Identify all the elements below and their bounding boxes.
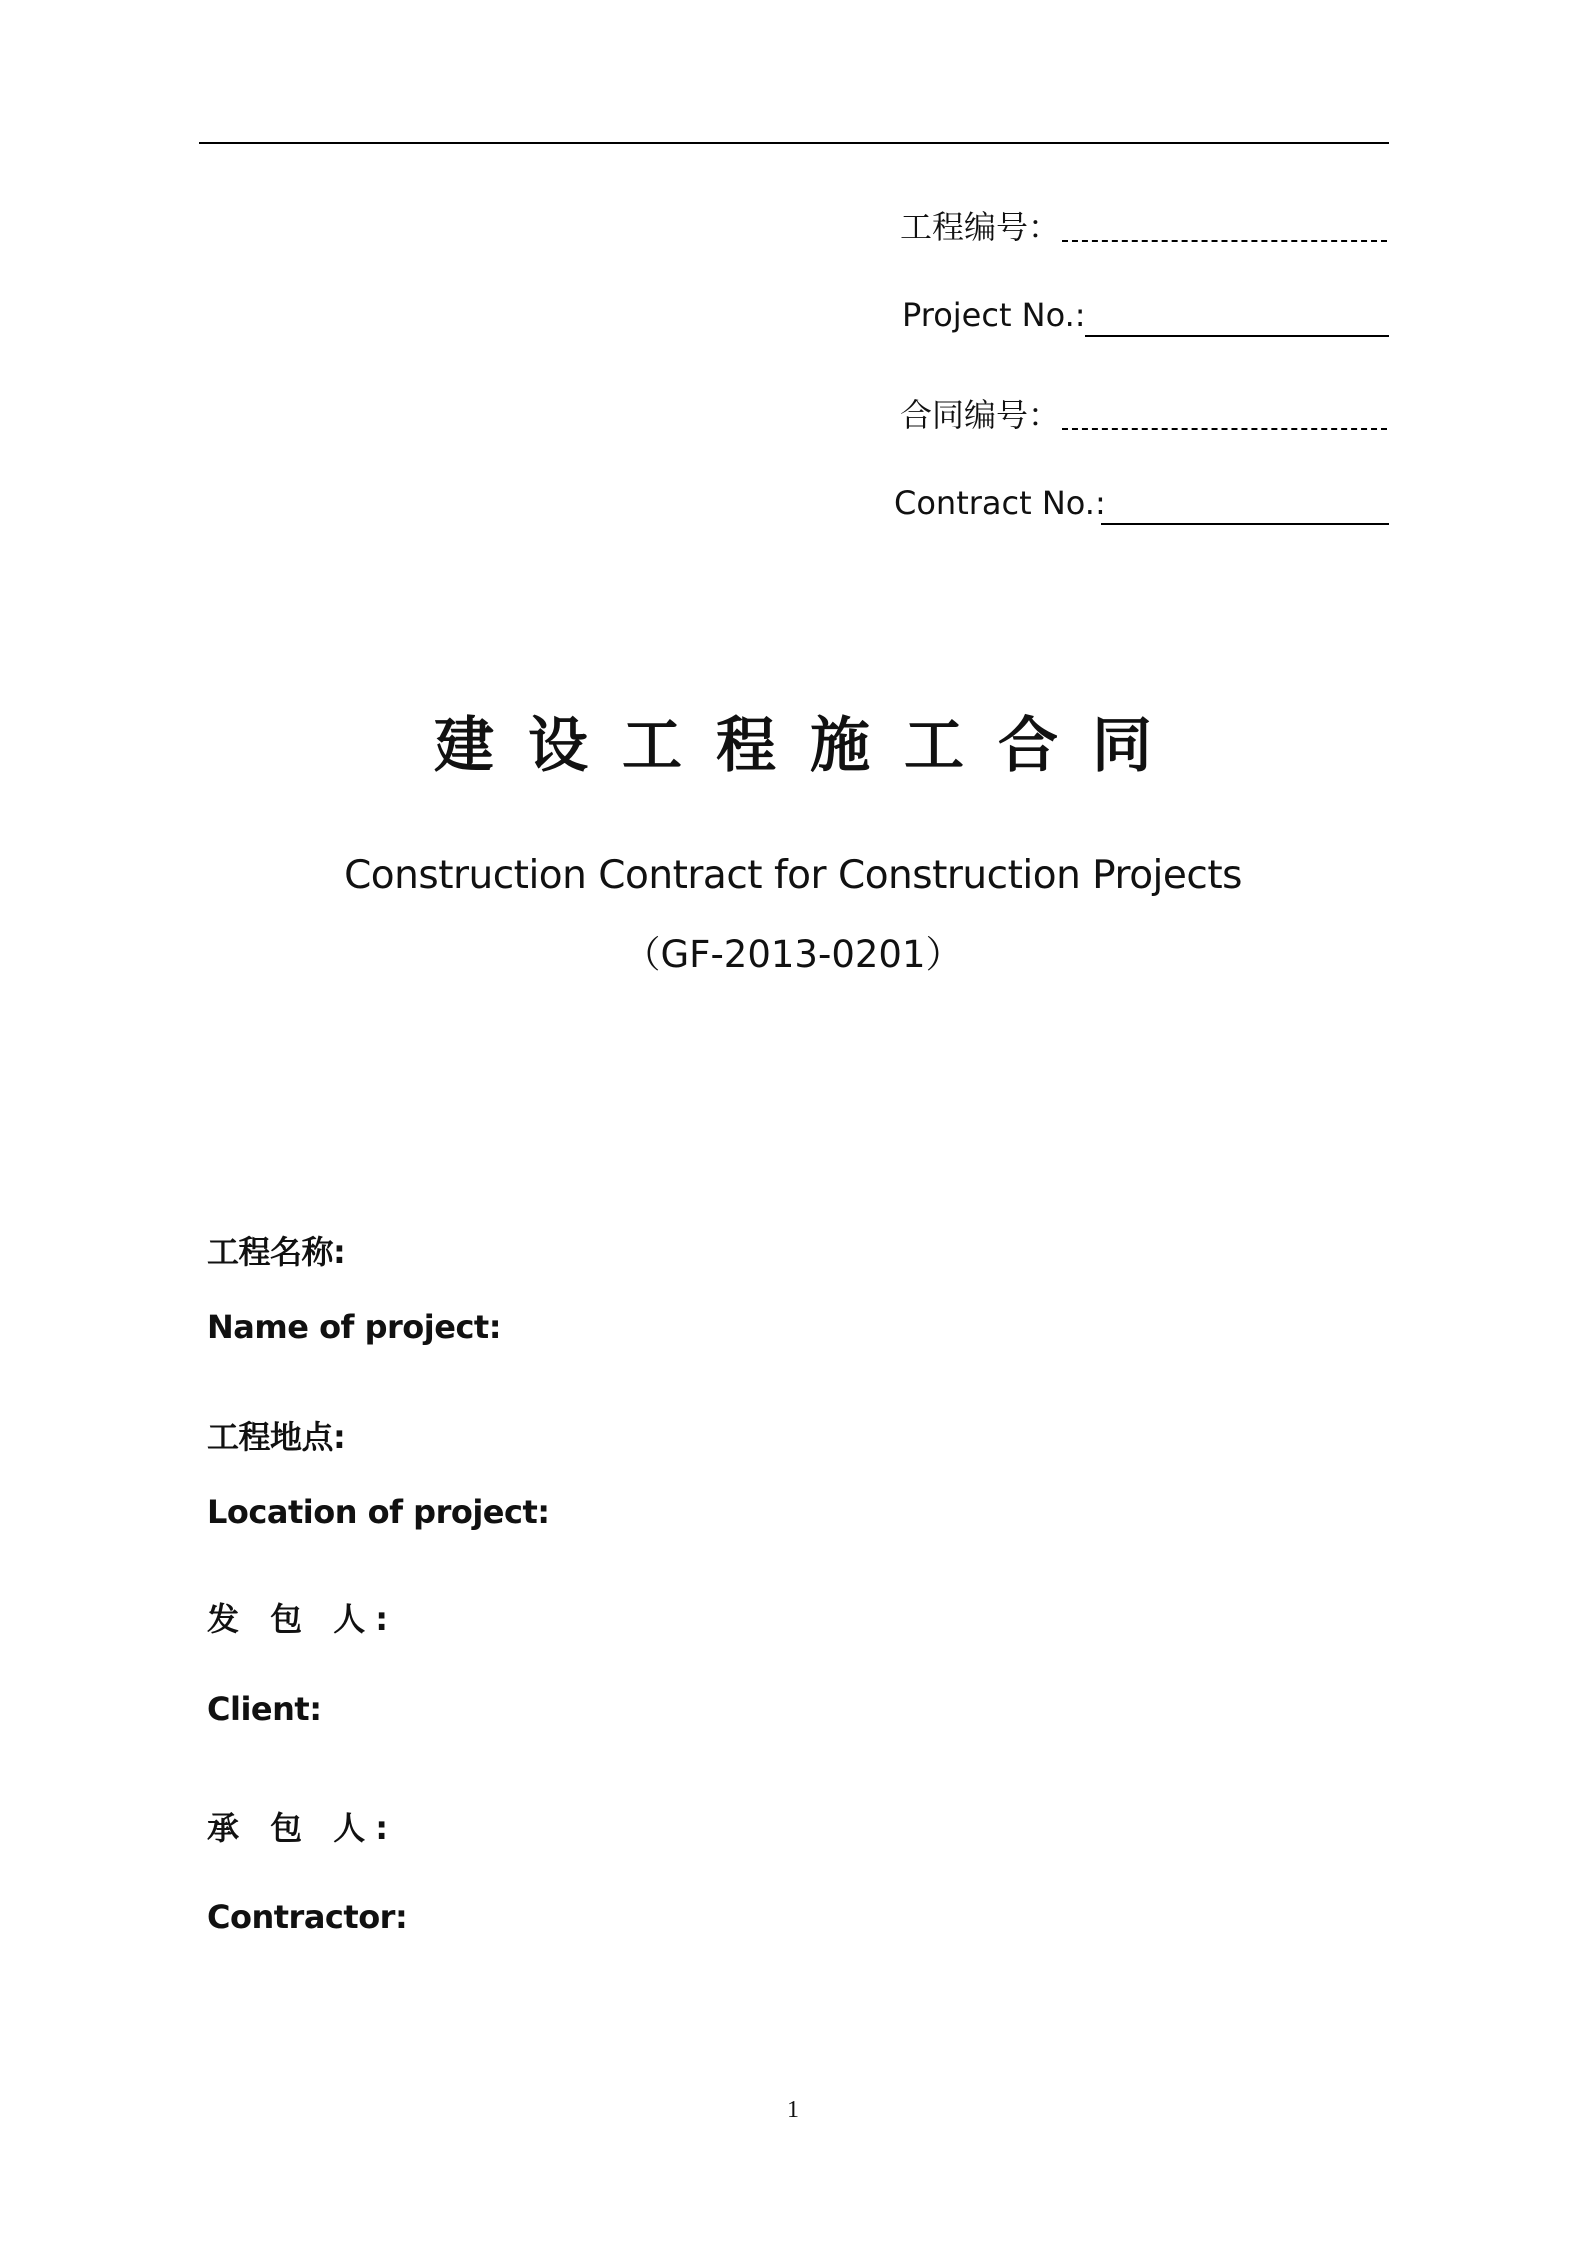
field-name-cn: 工程名称: — [207, 1233, 346, 1271]
project-no-en-label: Project No.: — [902, 296, 1086, 334]
project-no-cn-label: 工程编号： — [900, 208, 1061, 246]
field-location-en: Location of project: — [207, 1493, 550, 1531]
contract-no-en-underline — [1101, 523, 1389, 525]
contract-no-cn-label: 合同编号： — [900, 396, 1061, 434]
document-title-english: Construction Contract for Construction Projects — [344, 853, 1242, 898]
header-rule — [199, 142, 1389, 144]
field-client-cn: 发 包 人: — [207, 1600, 399, 1638]
document-title-chinese: 建设工程施工合同 — [434, 711, 1186, 781]
contract-no-cn-row — [900, 395, 1060, 435]
project-no-cn-row — [900, 207, 1060, 247]
project-no-en-row — [902, 295, 1086, 335]
field-contractor-cn: 承 包 人: — [207, 1809, 399, 1847]
field-name-en: Name of project: — [207, 1308, 502, 1346]
page-number: 1 — [787, 2097, 799, 2123]
contract-no-en-row — [894, 483, 1106, 523]
field-location-cn: 工程地点: — [207, 1418, 346, 1456]
document-standard-code: （GF-2013-0201） — [623, 933, 963, 976]
project-no-en-underline — [1085, 335, 1389, 337]
contract-no-en-label: Contract No.: — [894, 484, 1106, 522]
project-no-cn-underline — [1062, 240, 1387, 242]
contract-no-cn-underline — [1062, 428, 1387, 430]
field-client-en: Client: — [207, 1690, 322, 1728]
field-contractor-en: Contractor: — [207, 1898, 408, 1936]
